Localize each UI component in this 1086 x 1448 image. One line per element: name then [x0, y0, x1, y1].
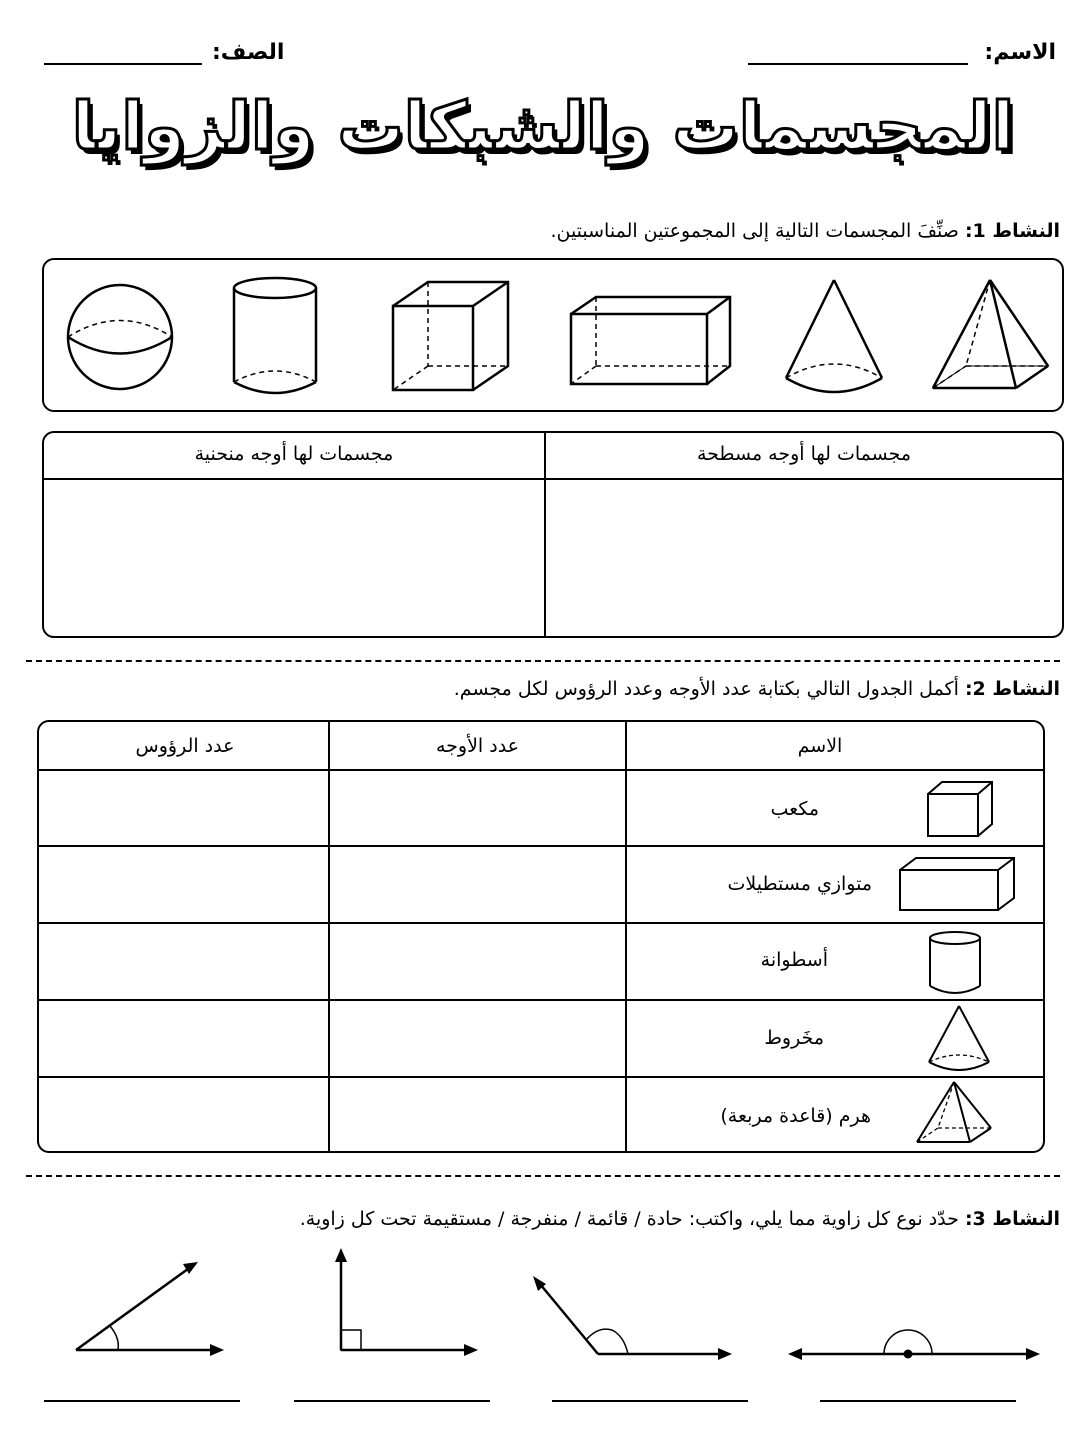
pyramid-vertices-input[interactable]: [40, 1078, 328, 1152]
column-header-name: الاسم: [797, 735, 843, 757]
cube-vertices-input[interactable]: [40, 771, 328, 845]
column-header-faces: عدد الأوجه: [435, 735, 520, 757]
row-name-cone: مخَروط: [764, 1027, 824, 1049]
sphere-icon: [66, 282, 176, 392]
activity2-label: النشاط 2:: [964, 678, 1060, 700]
cylinder-icon: [928, 930, 982, 996]
row-name-pyramid: هرم (قاعدة مربعة): [720, 1105, 871, 1127]
obtuse-angle-answer-line[interactable]: [552, 1400, 748, 1402]
name-field[interactable]: [748, 63, 968, 65]
rectangular-prism-icon: [898, 856, 1016, 912]
cylinder-faces-input[interactable]: [330, 924, 625, 999]
page-title: المجسمات والشبكات والزوايا: [71, 88, 1015, 165]
flat-faces-header: مجسمات لها أوجه مسطحة: [696, 443, 912, 465]
class-field[interactable]: [44, 63, 202, 65]
row-name-cube: مكعب: [770, 798, 819, 820]
cone-faces-input[interactable]: [330, 1001, 625, 1076]
cube-icon: [390, 280, 512, 394]
acute-angle-answer-line[interactable]: [44, 1400, 240, 1402]
activity1-instruction: [550, 220, 1060, 242]
section-divider-1: [26, 660, 1060, 662]
activity1-label: النشاط 1:: [964, 220, 1060, 242]
rectangular-prism-faces-input[interactable]: [330, 847, 625, 922]
activity3-label: النشاط 3:: [964, 1208, 1060, 1230]
cube-faces-input[interactable]: [330, 771, 625, 845]
straight-angle-icon: [784, 1320, 1044, 1370]
flat-faces-answer-cell[interactable]: [546, 480, 1062, 636]
right-angle-icon: [330, 1244, 484, 1360]
table-column-divider: [625, 721, 627, 1152]
straight-angle-answer-line[interactable]: [820, 1400, 1016, 1402]
pyramid-icon: [914, 1080, 994, 1146]
activity2-text: أكمل الجدول التالي بكتابة عدد الأوجه وعدد الرؤوس لكل مجسم.: [453, 678, 959, 700]
rectangular-prism-vertices-input[interactable]: [40, 847, 328, 922]
activity2-instruction: [454, 678, 1060, 700]
row-name-rectangular-prism: متوازي مستطيلات: [727, 873, 872, 895]
pyramid-icon: [930, 278, 1052, 392]
cylinder-icon: [232, 276, 322, 398]
acute-angle-icon: [70, 1254, 230, 1360]
cone-icon: [926, 1004, 992, 1072]
cone-icon: [782, 278, 886, 398]
cube-icon: [926, 780, 994, 838]
curved-faces-header: مجسمات لها أوجه منحنية: [194, 443, 394, 465]
column-header-vertices: عدد الرؤوس: [135, 735, 235, 757]
curved-faces-answer-cell[interactable]: [44, 480, 544, 636]
shapes-box: [42, 258, 1064, 412]
cone-vertices-input[interactable]: [40, 1001, 328, 1076]
name-label: الاسم:: [984, 40, 1056, 65]
activity1-text: صنِّفَ المجسمات التالية إلى المجموعتين المناسبتين.: [550, 220, 959, 242]
section-divider-2: [26, 1175, 1060, 1177]
activity3-text: حدّد نوع كل زاوية مما يلي، واكتب: حادة / قائمة / منفرجة / مستقيمة تحت كل زاوية.: [299, 1208, 959, 1230]
rectangular-prism-icon: [568, 294, 734, 388]
right-angle-answer-line[interactable]: [294, 1400, 490, 1402]
pyramid-faces-input[interactable]: [330, 1078, 625, 1152]
row-name-cylinder: أسطوانة: [760, 949, 828, 971]
obtuse-angle-icon: [528, 1270, 738, 1360]
activity3-instruction: [300, 1208, 1060, 1230]
class-label: الصف:: [212, 40, 285, 65]
cylinder-vertices-input[interactable]: [40, 924, 328, 999]
